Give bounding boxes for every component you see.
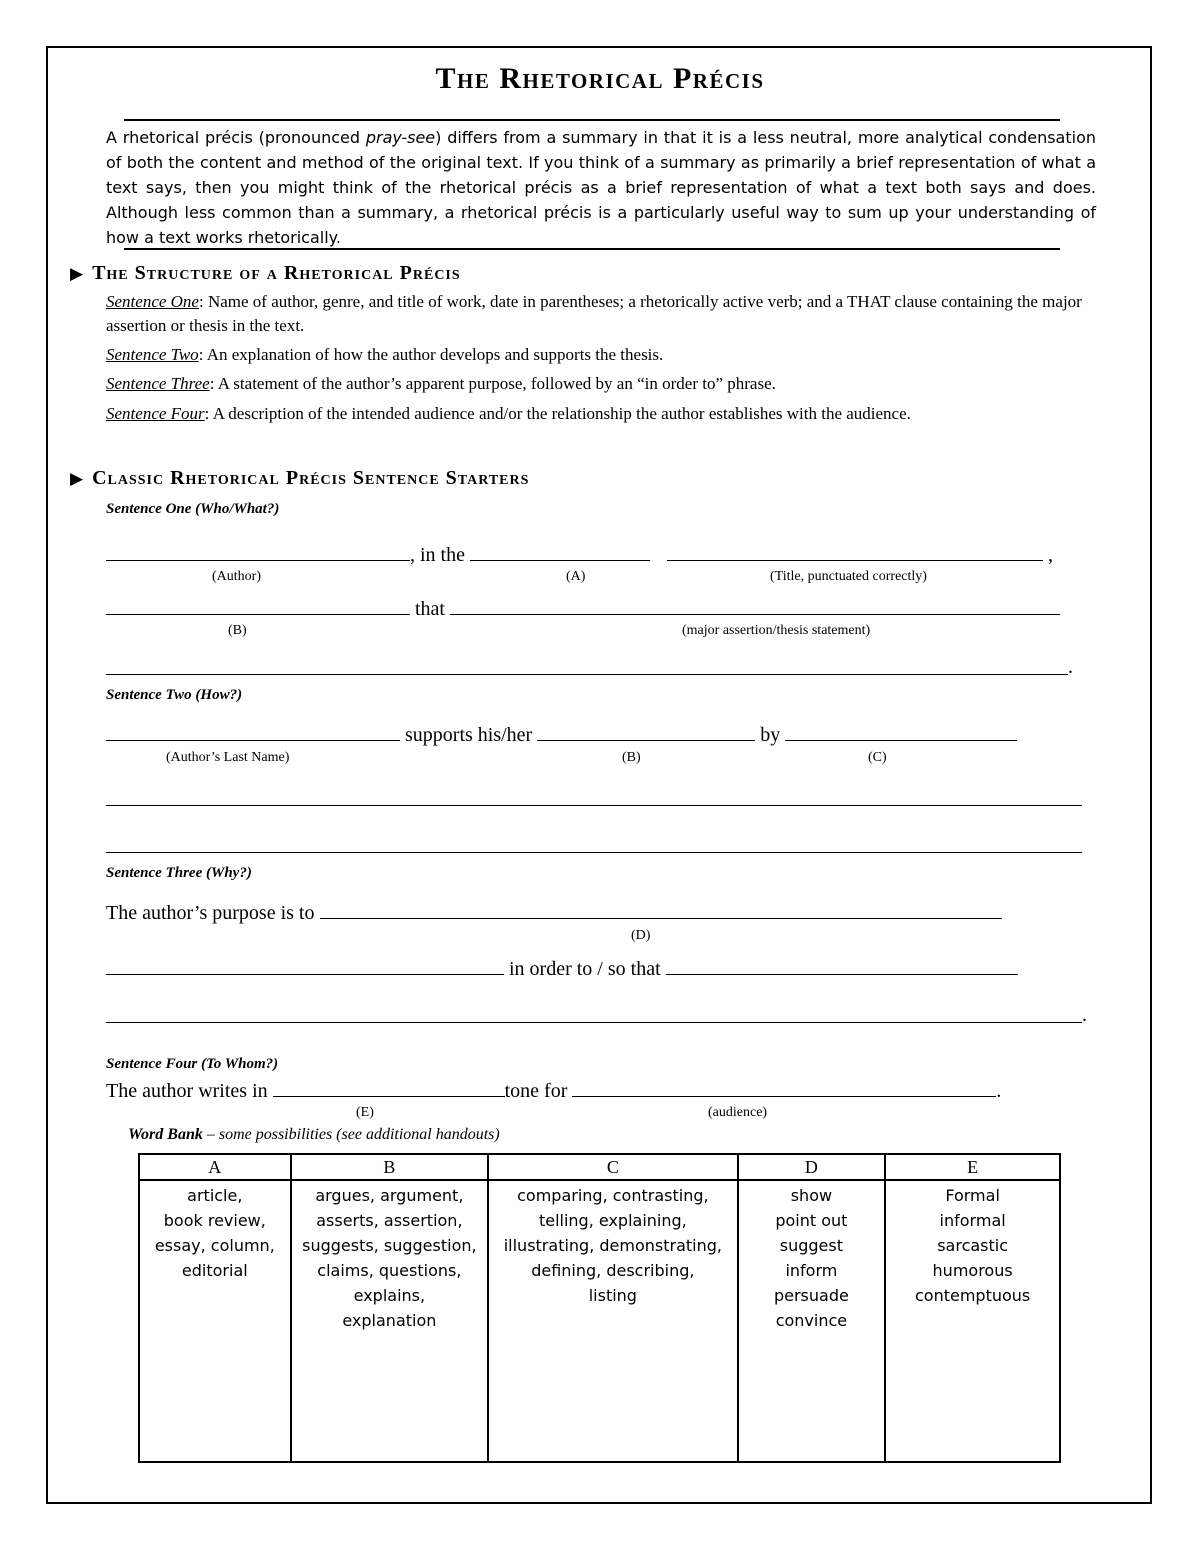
word-option: claims, questions, <box>317 1261 462 1280</box>
word-option: persuade <box>773 1286 849 1305</box>
supports-text: supports his/her <box>405 724 533 746</box>
word-bank-cell-c <box>488 1180 737 1462</box>
word-option: essay, column, <box>154 1236 275 1255</box>
period-text: . <box>1068 656 1073 678</box>
intro-text-1: A rhetorical précis (pronounced <box>106 128 366 147</box>
word-option: illustrating, demonstrating, <box>503 1236 722 1255</box>
audience-blank[interactable] <box>572 1078 996 1097</box>
caption-b: (B) <box>622 750 641 765</box>
word-option: point out <box>775 1211 848 1230</box>
intro-rule <box>124 248 1060 250</box>
word-bank-cell-a <box>139 1180 291 1462</box>
by-text: by <box>760 724 781 746</box>
structure-item-text: : Name of author, genre, and title of work, date in parentheses; a rhetorically active verb; and a THAT clause containing the major assertion or thesis in the text. <box>106 292 1082 335</box>
in-order-blank[interactable] <box>666 956 1018 975</box>
word-option: sarcastic <box>937 1236 1009 1255</box>
word-option: suggests, suggestion, <box>302 1236 477 1255</box>
sentence-one-label: Sentence One (Who/What?) <box>106 501 280 517</box>
structure-item-text: : A statement of the author’s apparent purpose, followed by an “in order to” phrase. <box>209 374 776 393</box>
word-option: book review, <box>163 1211 266 1230</box>
triangle-bullet-icon: ▶ <box>70 469 85 488</box>
sentence-three-line-2 <box>106 956 1018 981</box>
caption-c: (C) <box>868 750 887 765</box>
in-order-text: in order to / so that <box>509 958 661 980</box>
verb-blank[interactable] <box>106 596 410 615</box>
sentence-three-label: Sentence Three (Why?) <box>106 865 252 881</box>
purpose-text: The author’s purpose is to <box>106 902 315 924</box>
word-bank-table <box>138 1153 1061 1463</box>
column-header: C <box>488 1154 737 1180</box>
starters-heading <box>70 467 529 490</box>
starters-heading-text: Classic Rhetorical Précis Sentence Starters <box>92 467 530 489</box>
title-rule <box>124 119 1060 121</box>
b-blank[interactable] <box>537 722 755 741</box>
caption-audience: (audience) <box>708 1105 768 1120</box>
word-option: convince <box>775 1311 848 1330</box>
caption-a: (A) <box>566 569 586 584</box>
purpose-blank[interactable] <box>320 900 1002 919</box>
word-option: humorous <box>932 1261 1013 1280</box>
word-option: telling, explaining, <box>538 1211 687 1230</box>
word-bank-title <box>128 1126 500 1144</box>
sentence-two-line-1 <box>106 722 1017 747</box>
word-bank-cell-d <box>738 1180 886 1462</box>
word-bank-cell-e <box>885 1180 1060 1462</box>
word-option: informal <box>939 1211 1006 1230</box>
triangle-bullet-icon: ▶ <box>70 264 85 283</box>
period-text: . <box>1082 1004 1087 1026</box>
structure-item <box>106 343 1106 367</box>
sentence-one-line-1 <box>106 542 1053 567</box>
word-option: show <box>790 1186 833 1205</box>
structure-item-label: Sentence Four <box>106 404 205 423</box>
sentence-one-line-2 <box>106 596 1060 621</box>
word-bank-title-bold: Word Bank <box>128 1126 203 1143</box>
period-text: . <box>996 1080 1002 1102</box>
sentence-four-label: Sentence Four (To Whom?) <box>106 1056 279 1072</box>
word-option: listing <box>588 1286 637 1305</box>
sentence-two-writing-line[interactable] <box>106 805 1082 806</box>
comma-text: , <box>1048 544 1053 566</box>
caption-thesis: (major assertion/thesis statement) <box>682 623 871 638</box>
thesis-continuation-line[interactable] <box>106 674 1068 675</box>
caption-b: (B) <box>228 623 247 638</box>
sentence-two-writing-line[interactable] <box>106 852 1082 853</box>
last-name-blank[interactable] <box>106 722 400 741</box>
caption-e: (E) <box>356 1105 374 1120</box>
structure-heading <box>70 262 461 285</box>
sentence-four-line <box>106 1078 1001 1103</box>
word-option: contemptuous <box>914 1286 1031 1305</box>
structure-item <box>106 372 1106 396</box>
sentence-three-line-1 <box>106 900 1002 925</box>
author-blank[interactable] <box>106 542 410 561</box>
c-blank[interactable] <box>785 722 1017 741</box>
writes-in-text: The author writes in <box>106 1080 268 1102</box>
column-header: D <box>738 1154 886 1180</box>
caption-d: (D) <box>631 928 651 943</box>
structure-item-label: Sentence Two <box>106 345 199 364</box>
intro-paragraph <box>106 125 1096 250</box>
word-option: explanation <box>342 1311 437 1330</box>
column-header: E <box>885 1154 1060 1180</box>
thesis-blank[interactable] <box>450 596 1060 615</box>
genre-blank[interactable] <box>470 542 650 561</box>
word-option: Formal <box>945 1186 1000 1205</box>
caption-title: (Title, punctuated correctly) <box>770 569 927 584</box>
word-option: suggest <box>779 1236 844 1255</box>
tone-blank[interactable] <box>273 1078 505 1097</box>
intro-pronunciation: pray-see <box>365 128 436 147</box>
caption-last-name: (Author’s Last Name) <box>166 750 290 765</box>
structure-heading-text: The Structure of a Rhetorical Précis <box>92 262 461 284</box>
structure-item <box>106 402 1106 426</box>
word-option: explains, <box>353 1286 426 1305</box>
word-option: editorial <box>181 1261 248 1280</box>
word-option: asserts, assertion, <box>316 1211 463 1230</box>
tone-for-text: tone for <box>504 1080 568 1102</box>
structure-item-label: Sentence Three <box>106 374 210 393</box>
title-blank[interactable] <box>667 542 1043 561</box>
structure-item <box>106 290 1106 338</box>
intro-text-2: ) differs from a summary in that it is a less neutral, more analytical condensation of both the content and method of the original text. If you think of a summary as primarily a brief representation of what a text says, then you might think of the rhetorical précis as a brief representation of what a text both says and does. Although less common than a summary, a rhetorical précis is a particularly useful way to sum up your understanding of how a text works rhetorically. <box>106 128 1096 247</box>
sentence-two-label: Sentence Two (How?) <box>106 687 243 703</box>
word-option: inform <box>785 1261 838 1280</box>
that-text: that <box>415 598 445 620</box>
page-title: The Rhetorical Précis <box>435 62 765 95</box>
word-bank-title-rest: – some possibilities (see additional handouts) <box>202 1126 500 1143</box>
word-bank-header-row <box>139 1154 1060 1180</box>
structure-item-label: Sentence One <box>106 292 199 311</box>
word-option: article, <box>187 1186 243 1205</box>
structure-item-text: : An explanation of how the author develops and supports the thesis. <box>198 345 664 364</box>
word-option: defining, describing, <box>531 1261 695 1280</box>
in-the-text: , in the <box>410 544 465 566</box>
caption-author: (Author) <box>212 569 261 584</box>
structure-item-text: : A description of the intended audience and/or the relationship the author establishes with the audience. <box>204 404 911 423</box>
purpose-continuation-blank[interactable] <box>106 956 504 975</box>
word-bank-cell-b <box>291 1180 489 1462</box>
column-header: A <box>139 1154 291 1180</box>
column-header: B <box>291 1154 489 1180</box>
word-option: comparing, contrasting, <box>517 1186 709 1205</box>
sentence-three-writing-line[interactable] <box>106 1022 1082 1023</box>
word-option: argues, argument, <box>315 1186 464 1205</box>
word-bank-body-row <box>139 1180 1060 1462</box>
